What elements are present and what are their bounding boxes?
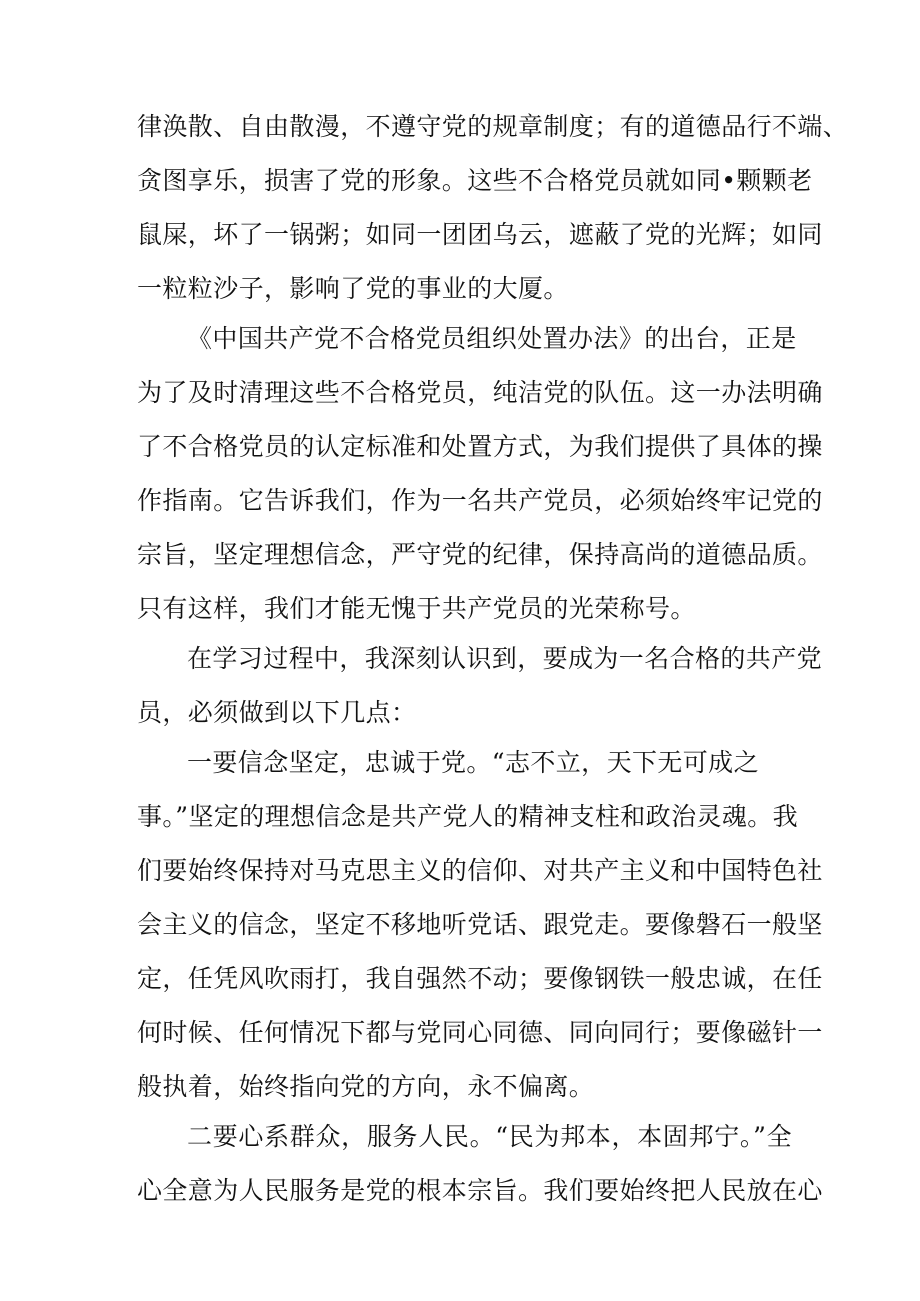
- paragraph-3-line-1: 在学习过程中，我深刻认识到，要成为一名合格的共产党: [187, 644, 823, 673]
- paragraph-1-line-2: 贪图享乐，损害了党的形象。这些不合格党员就如同•颗颗老: [137, 166, 813, 195]
- paragraph-4-line-3: 们要始终保持对马克思主义的信仰、对共产主义和中国特色社: [137, 856, 823, 885]
- paragraph-1-line-4: 一粒粒沙子，影响了党的事业的大厦。: [137, 274, 569, 303]
- paragraph-4-line-1: 一要信念坚定，忠诚于党。“志不立，天下无可成之: [187, 748, 759, 777]
- paragraph-2-line-4: 作指南。它告诉我们，作为一名共产党员，必须始终牢记党的: [137, 486, 823, 515]
- paragraph-4-line-2: 事。”坚定的理想信念是共产党人的精神支柱和政治灵魂。我: [137, 802, 799, 831]
- paragraph-1-line-1: 律涣散、自由散漫，不遵守党的规章制度；有的道德品行不端、: [137, 112, 849, 141]
- paragraph-5-line-1: 二要心系群众，服务人民。“民为邦本，本固邦宁。”全: [187, 1122, 792, 1151]
- paragraph-2-line-2: 为了及时清理这些不合格党员，纯洁党的队伍。这一办法明确: [137, 378, 823, 407]
- paragraph-3-line-2: 员，必须做到以下几点：: [137, 698, 417, 727]
- paragraph-1-line-3: 鼠屎，坏了一锅粥；如同一团团乌云，遮蔽了党的光辉；如同: [137, 220, 823, 249]
- paragraph-4-line-4: 会主义的信念，坚定不移地听党话、跟党走。要像磐石一般坚: [137, 910, 823, 939]
- paragraph-5-line-2: 心全意为人民服务是党的根本宗旨。我们要始终把人民放在心: [137, 1176, 823, 1205]
- paragraph-4-line-7: 般执着，始终指向党的方向，永不偏离。: [137, 1072, 595, 1101]
- paragraph-4-line-5: 定，任凭风吹雨打，我自强然不动；要像钢铁一般忠诚，在任: [137, 964, 823, 993]
- paragraph-2-line-6: 只有这样，我们才能无愧于共产党员的光荣称号。: [137, 594, 696, 623]
- paragraph-4-line-6: 何时候、任何情况下都与党同心同德、同向同行；要像磁针一: [137, 1018, 823, 1047]
- paragraph-2-line-5: 宗旨，坚定理想信念，严守党的纪律，保持高尚的道德品质。: [137, 540, 823, 569]
- paragraph-2-line-1: 《中国共产党不合格党员组织处置办法》的出台，正是: [187, 324, 797, 353]
- paragraph-2-line-3: 了不合格党员的认定标准和处置方式，为我们提供了具体的操: [137, 432, 823, 461]
